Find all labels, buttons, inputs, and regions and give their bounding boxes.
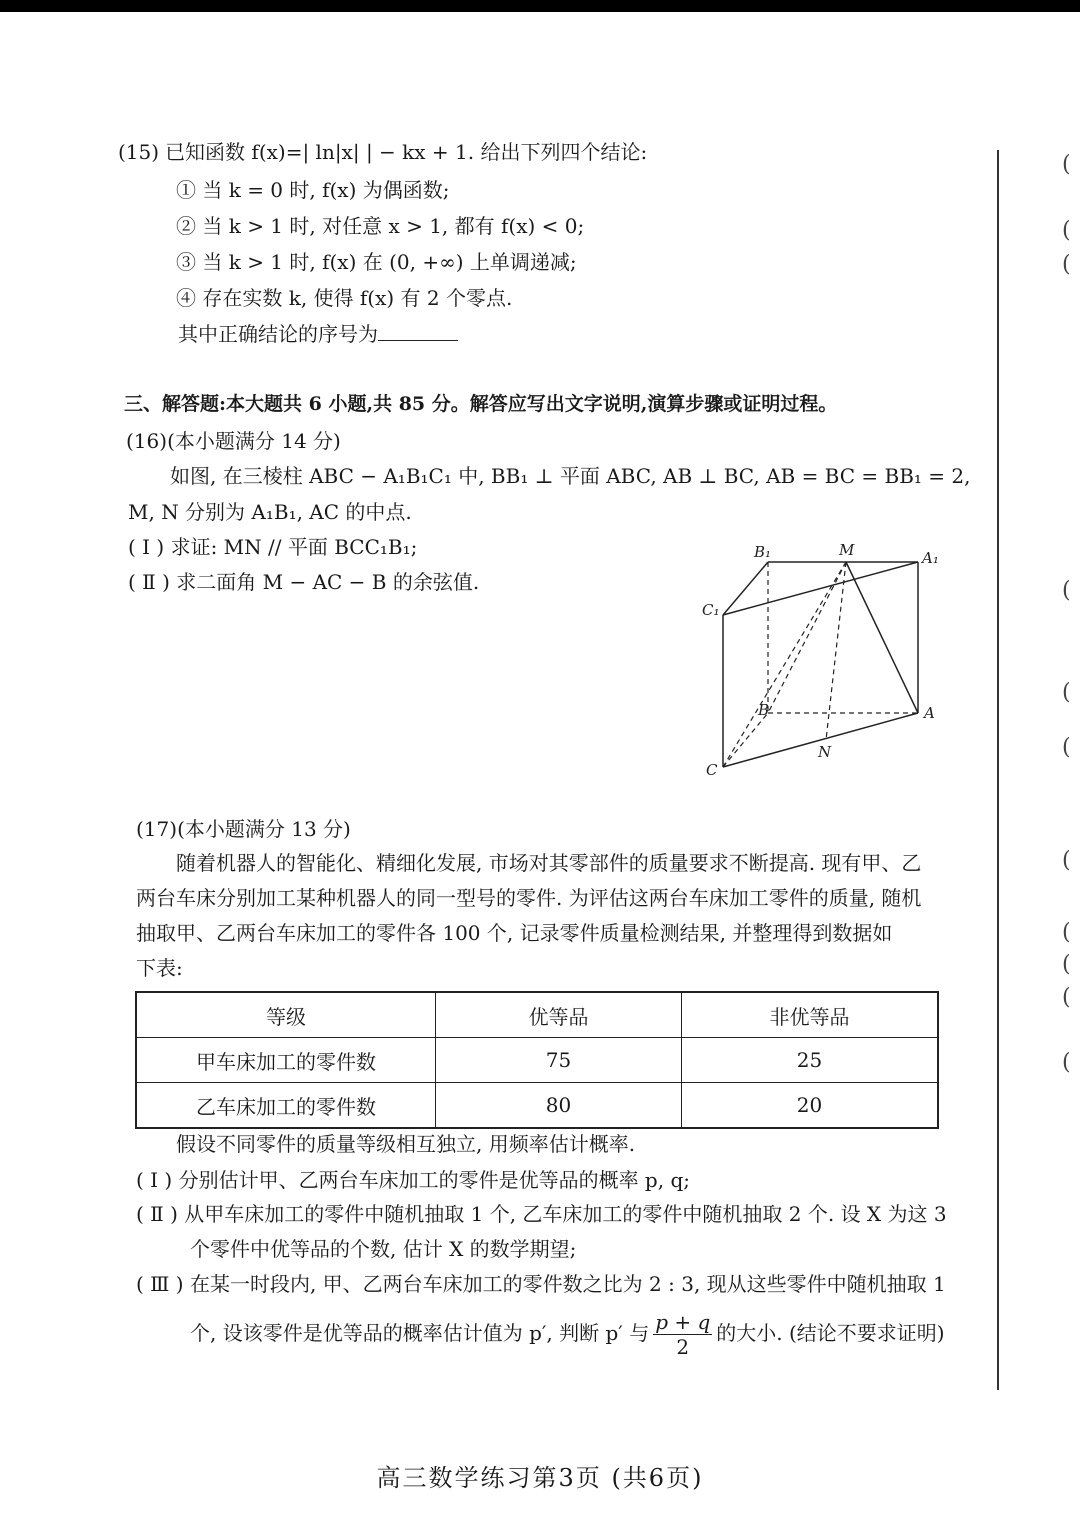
fraction-denominator: 2 [676, 1335, 690, 1359]
margin-bracket-mark: ( [1062, 152, 1071, 177]
q17-para-1: 随着机器人的智能化、精细化发展, 市场对其零部件的质量要求不断提高. 现有甲、乙 [176, 851, 922, 875]
table-header-cell: 非优等品 [682, 992, 939, 1038]
label-n: N [818, 743, 832, 761]
table-cell: 乙车床加工的零件数 [136, 1083, 436, 1129]
table-header-cell: 优等品 [436, 992, 682, 1038]
table-cell: 20 [682, 1083, 939, 1129]
fraction-p-plus-q-over-2 [653, 1310, 712, 1359]
q17-part-3b [190, 1310, 945, 1359]
label-c1: C₁ [702, 601, 720, 619]
q16-part-2: ( Ⅱ ) 求二面角 M − AC − B 的余弦值. [128, 570, 480, 594]
q15-item-1: ① 当 k = 0 时, f(x) 为偶函数; [176, 178, 450, 202]
q15-answer-blank[interactable] [378, 340, 458, 341]
margin-bracket-mark: ( [1062, 1050, 1071, 1075]
q17-score: (本小题满分 13 分) [177, 817, 351, 841]
q16-number: (16) [126, 429, 168, 453]
margin-bracket-mark: ( [1062, 848, 1071, 873]
label-a: A [924, 704, 935, 722]
q17-part-3b-post: 的大小. (结论不要求证明) [716, 1321, 945, 1345]
margin-bracket-mark: ( [1062, 680, 1071, 705]
q16-text-2: M, N 分别为 A₁B₁, AC 的中点. [128, 500, 412, 524]
edge-c1-b1 [723, 562, 768, 615]
q15-item-3: ③ 当 k > 1 时, f(x) 在 (0, +∞) 上单调递减; [176, 250, 577, 274]
q16-header [126, 429, 341, 453]
table-cell: 甲车床加工的零件数 [136, 1038, 436, 1083]
q17-para-4: 下表: [136, 956, 183, 980]
prism-figure [690, 535, 950, 785]
margin-bracket-mark: ( [1062, 952, 1071, 977]
edge-c-b-hidden [723, 713, 768, 767]
table-row [136, 1038, 938, 1083]
top-edge-bar [0, 0, 1080, 12]
fraction-numerator: p + q [655, 1310, 711, 1334]
margin-bracket-mark: ( [1062, 218, 1071, 243]
q17-header [136, 817, 351, 841]
edge-c1-a1 [723, 562, 918, 615]
q15-ask [178, 322, 458, 346]
q17-part-2a: ( Ⅱ ) 从甲车床加工的零件中随机抽取 1 个, 乙车床加工的零件中随机抽取 2 个. 设 X 为这 3 [136, 1202, 947, 1226]
q17-part-3b-pre: 个, 设该零件是优等品的概率估计值为 p′, 判断 p′ 与 [190, 1321, 650, 1345]
q16-part-1: ( Ⅰ ) 求证: MN // 平面 BCC₁B₁; [128, 535, 418, 559]
label-a1: A₁ [922, 549, 939, 567]
label-c: C [706, 761, 718, 779]
table-header-cell: 等级 [136, 992, 436, 1038]
right-margin-rule [997, 150, 999, 1390]
margin-bracket-mark: ( [1062, 985, 1071, 1010]
margin-bracket-mark: ( [1062, 578, 1071, 603]
label-m: M [839, 541, 855, 559]
label-b1: B₁ [754, 543, 772, 561]
q16-score: (本小题满分 14 分) [167, 429, 341, 453]
q17-para-2: 两台车床分别加工某种机器人的同一型号的零件. 为评估这两台车床加工零件的质量, 随机 [136, 886, 922, 910]
table-header-row [136, 992, 938, 1038]
quality-table [135, 991, 939, 1129]
q15-stem [118, 140, 647, 164]
page-footer: 高三数学练习第3页 (共6页) [376, 1464, 704, 1492]
q16-text-1: 如图, 在三棱柱 ABC − A₁B₁C₁ 中, BB₁ ⊥ 平面 ABC, AB ⊥ BC, AB = BC = BB₁ = 2, [170, 464, 971, 488]
q15-ask-text: 其中正确结论的序号为 [178, 322, 378, 346]
table-row [136, 1083, 938, 1129]
q17-para-3: 抽取甲、乙两台车床加工的零件各 100 个, 记录零件质量检测结果, 并整理得到数据如 [136, 921, 893, 945]
q17-part-3a: ( Ⅲ ) 在某一时段内, 甲、乙两台车床加工的零件数之比为 2 : 3, 现从这些零件中随机抽取 1 [136, 1272, 946, 1296]
q17-number: (17) [136, 817, 178, 841]
q15-number: (15) [118, 140, 160, 164]
label-b: B [758, 701, 770, 719]
margin-bracket-mark: ( [1062, 252, 1071, 277]
table-cell: 25 [682, 1038, 939, 1083]
table-cell: 80 [436, 1083, 682, 1129]
q17-part-1: ( Ⅰ ) 分别估计甲、乙两台车床加工的零件是优等品的概率 p, q; [136, 1168, 690, 1192]
edge-m-a [846, 562, 918, 713]
q15-item-4: ④ 存在实数 k, 使得 f(x) 有 2 个零点. [176, 286, 513, 310]
q15-item-2: ② 当 k > 1 时, 对任意 x > 1, 都有 f(x) < 0; [176, 214, 585, 238]
table-cell: 75 [436, 1038, 682, 1083]
q17-assume: 假设不同零件的质量等级相互独立, 用频率估计概率. [176, 1132, 636, 1156]
margin-bracket-mark: ( [1062, 920, 1071, 945]
margin-bracket-mark: ( [1062, 735, 1071, 760]
q17-part-2b: 个零件中优等品的个数, 估计 X 的数学期望; [190, 1237, 577, 1261]
q15-stem-text: 已知函数 f(x)=| ln|x| | − kx + 1. 给出下列四个结论: [165, 140, 648, 164]
section3-heading: 三、解答题:本大题共 6 小题,共 85 分。解答应写出文字说明,演算步骤或证明过程。 [124, 393, 838, 415]
